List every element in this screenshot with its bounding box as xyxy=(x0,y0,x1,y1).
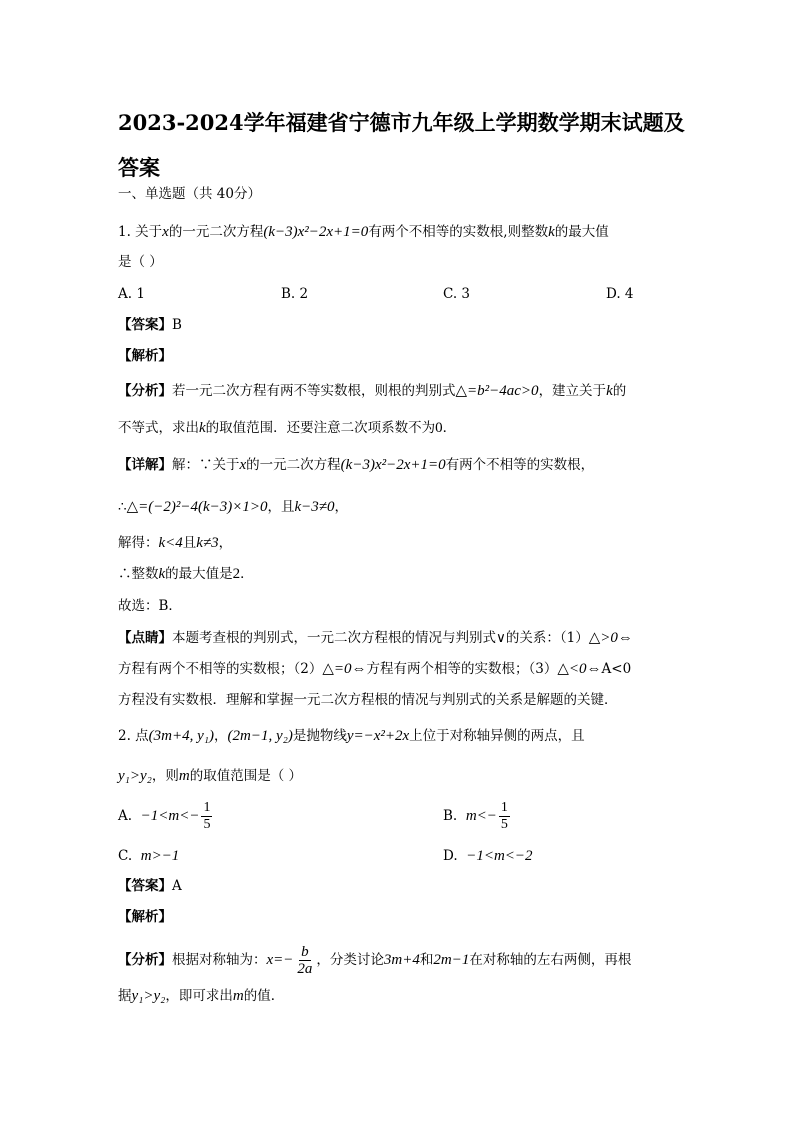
q1-option-b: B. 2 xyxy=(281,286,309,302)
q1-option-c: C. 3 xyxy=(443,286,471,302)
q1-option-a: A. 1 xyxy=(118,286,145,302)
q2-answer: 【答案】A xyxy=(118,878,182,894)
q1-detail-line4: ∴整数k的最大值是2． xyxy=(118,566,254,582)
q2-stem-line2: y₁>y₂，则m的取值范围是（ ） xyxy=(118,768,303,784)
q1-stem-line2: 是（ ） xyxy=(118,254,163,270)
q1-fenxi-line2: 不等式，求出k的取值范围．还要注意二次项系数不为0． xyxy=(118,420,457,436)
q1-comment-line2: 方程有两个不相等的实数根；（2）△=0⇔方程有两个相等的实数根；（3）△<0⇔A<0 xyxy=(118,661,632,677)
q1-fenxi-line1: 【分析】若一元二次方程有两不等实数根，则根的判别式△=b²−4ac>0，建立关于k的 xyxy=(118,383,627,399)
q1-comment-line1: 【点睛】本题考查根的判别式，一元二次方程根的情况与判别式∨的关系：（1）△>0⇔ xyxy=(118,630,633,646)
q2-fenxi-line1: 【分析】根据对称轴为：x=− $\frac{b}{2a}$ ，分类讨论3m+4和2m−1在对称轴的左右两侧，再根 xyxy=(118,944,632,977)
q1-analysis-label: 【解析】 xyxy=(118,348,172,364)
q1-detail-line2: ∴△=(−2)²−4(k−3)×1>0，且k−3≠0， xyxy=(118,499,349,515)
q2-stem-line1: 2. 点(3m+4, y₁)，(2m−1, y₂)是抛物线y=−x²+2x上位于对称轴异侧的两点，且 xyxy=(118,728,585,744)
q2-option-c: C. m>−1 xyxy=(118,848,180,864)
q1-stem-line1: 1. 关于x的一元二次方程(k−3)x²−2x+1=0有两个不相等的实数根,则整数k的最大值 xyxy=(118,224,609,240)
q1-option-d: D. 4 xyxy=(606,286,634,302)
page-title: 2023-2024学年福建省宁德市九年级上学期数学期末试题及答案 xyxy=(118,110,685,180)
q1-detail-line3: 解得：k<4且k≠3， xyxy=(118,535,233,551)
q1-answer: 【答案】B xyxy=(118,317,182,333)
q2-fenxi-line2: 据y₁>y₂，即可求出m的值． xyxy=(118,988,285,1004)
q2-option-b: B. m<− $\frac{1}{5}$ xyxy=(443,800,508,832)
q1-detail-line5: 故选：B． xyxy=(118,598,182,614)
q2-analysis-label: 【解析】 xyxy=(118,909,172,925)
q1-comment-line3: 方程没有实数根．理解和掌握一元二次方程根的情况与判别式的关系是解题的关键． xyxy=(118,692,618,708)
q2-option-a: A. −1<m<− $\frac{1}{5}$ xyxy=(118,800,211,832)
q2-option-d: D. −1<m<−2 xyxy=(443,848,533,864)
q1-detail-line1: 【详解】解：∵关于x的一元二次方程(k−3)x²−2x+1=0有两个不相等的实数根， xyxy=(118,457,595,473)
section-heading: 一、单选题（共 40分） xyxy=(118,186,261,202)
